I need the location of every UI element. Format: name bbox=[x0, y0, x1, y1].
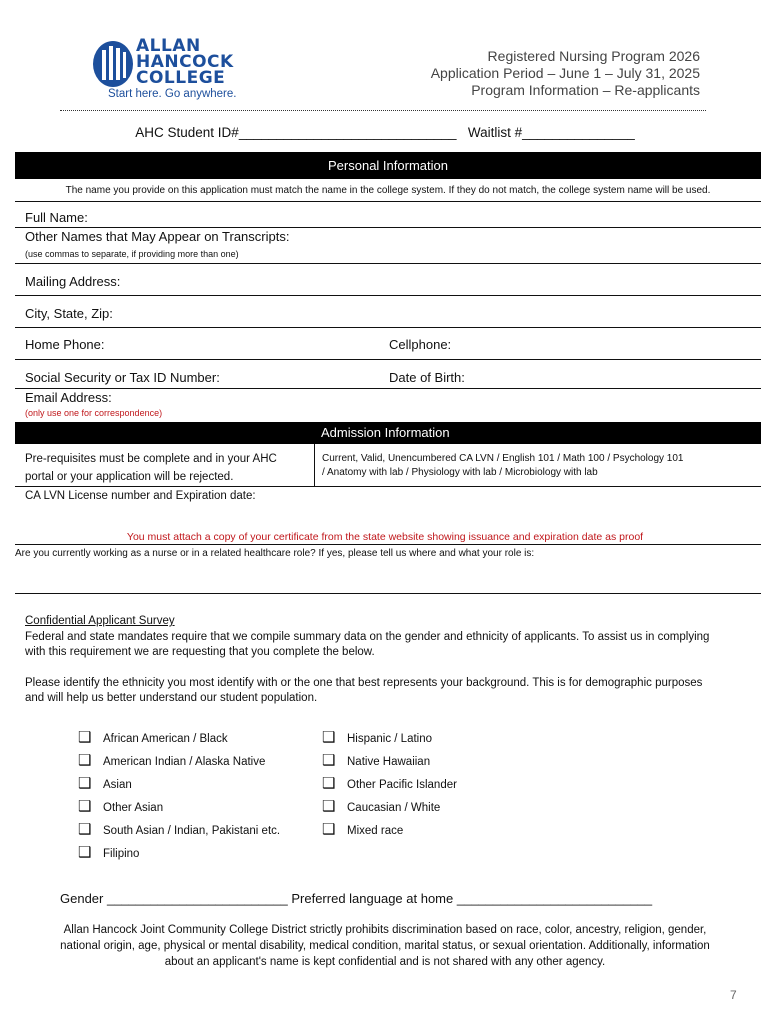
course-list bbox=[322, 452, 684, 480]
header-line-3: Program Information – Re-applicants bbox=[471, 82, 700, 98]
ethnicity-option[interactable]: ❑ Other Asian bbox=[78, 798, 164, 815]
city-state-zip-label: City, State, Zip: bbox=[25, 306, 113, 321]
email-hint: (only use one for correspondence) bbox=[25, 408, 163, 418]
survey-p1-line-2: with this requirement we are requesting that you complete the below. bbox=[25, 646, 375, 658]
student-id-field[interactable]: AHC Student ID#_____________________________ bbox=[135, 125, 457, 140]
ethnicity-option[interactable]: ❑ Asian bbox=[78, 775, 132, 792]
college-logo bbox=[92, 38, 252, 100]
prereq-line-1: Pre-requisites must be complete and in your AHC bbox=[25, 453, 277, 465]
survey-p2-line-2: and will help us better understand our student population. bbox=[25, 692, 318, 704]
checkbox-icon[interactable]: ❑ bbox=[78, 798, 92, 815]
gender-language-line bbox=[60, 891, 652, 906]
full-name-label: Full Name: bbox=[25, 210, 88, 225]
email-label: Email Address: bbox=[25, 390, 112, 405]
divider bbox=[15, 201, 761, 202]
mailing-address-label: Mailing Address: bbox=[25, 274, 121, 289]
divider bbox=[15, 486, 761, 487]
survey-title: Confidential Applicant Survey bbox=[25, 615, 175, 627]
ethnicity-option[interactable]: ❑ Hispanic / Latino bbox=[322, 729, 433, 746]
logo-line-2: HANCOCK bbox=[136, 52, 234, 72]
checkbox-icon[interactable]: ❑ bbox=[78, 729, 92, 746]
divider bbox=[15, 227, 761, 228]
header-line-1: Registered Nursing Program 2026 bbox=[487, 48, 700, 64]
id-line bbox=[0, 125, 770, 140]
footer-line-3: about an applicant's name is kept confidential and is not shared with any other agency. bbox=[164, 956, 606, 968]
divider bbox=[15, 359, 761, 360]
admission-info-header bbox=[15, 422, 761, 444]
dob-label: Date of Birth: bbox=[389, 370, 465, 385]
footer-line-1: Allan Hancock Joint Community College District strictly prohibits discrimination based on race, color, ancestry, religion, gender, bbox=[63, 924, 707, 936]
checkbox-icon[interactable]: ❑ bbox=[78, 752, 92, 769]
ethnicity-option[interactable]: ❑ Mixed race bbox=[322, 821, 404, 838]
ethnicity-option[interactable]: ❑ Native Hawaiian bbox=[322, 752, 431, 769]
survey-paragraph-2 bbox=[25, 676, 702, 706]
header-divider bbox=[60, 110, 706, 111]
cellphone-label: Cellphone: bbox=[389, 337, 452, 352]
lvn-license-label: CA LVN License number and Expiration date: bbox=[25, 490, 256, 502]
other-names-hint: (use commas to separate, if providing more than one) bbox=[25, 249, 239, 259]
vertical-divider bbox=[314, 444, 315, 486]
prereq-line-2: portal or your application will be rejected. bbox=[25, 471, 234, 483]
divider bbox=[15, 295, 761, 296]
logo-tagline: Start here. Go anywhere. bbox=[108, 88, 237, 100]
nondiscrimination-statement bbox=[0, 922, 770, 970]
name-match-note: The name you provide on this application must match the name in the college system. If they do not match, the college system name will be used. bbox=[65, 185, 711, 196]
survey-p2-line-1: Please identify the ethnicity you most identify with or the one that best represents your background. This is for demographic purposes bbox=[25, 677, 703, 689]
checkbox-icon[interactable]: ❑ bbox=[78, 821, 92, 838]
survey-paragraph-1 bbox=[25, 630, 709, 660]
ethnicity-option[interactable]: ❑ Filipino bbox=[78, 844, 140, 861]
course-line-1: Current, Valid, Unencumbered CA LVN / English 101 / Math 100 / Psychology 101 bbox=[322, 453, 684, 464]
checkbox-icon[interactable]: ❑ bbox=[78, 775, 92, 792]
logo-line-3: COLLEGE bbox=[136, 68, 226, 88]
header-line-2: Application Period – June 1 – July 31, 2025 bbox=[430, 65, 700, 81]
program-header bbox=[431, 48, 700, 99]
attach-certificate-note: You must attach a copy of your certificate from the state website showing issuance and expiration date as proof bbox=[126, 531, 644, 543]
page-number: 7 bbox=[730, 988, 737, 1002]
checkbox-icon[interactable]: ❑ bbox=[322, 798, 336, 815]
course-line-2: / Anatomy with lab / Physiology with lab / Microbiology with lab bbox=[322, 467, 598, 478]
admission-title: Admission Information bbox=[321, 425, 450, 440]
other-names-label: Other Names that May Appear on Transcripts: bbox=[25, 229, 290, 244]
divider bbox=[15, 593, 761, 594]
logo-line-1: ALLAN bbox=[136, 36, 201, 56]
divider bbox=[15, 263, 761, 264]
checkbox-icon[interactable]: ❑ bbox=[322, 821, 336, 838]
ethnicity-option[interactable]: ❑ American Indian / Alaska Native bbox=[78, 752, 266, 769]
checkbox-icon[interactable]: ❑ bbox=[322, 775, 336, 792]
language-field[interactable]: Preferred language at home ___________________________ bbox=[291, 891, 653, 906]
tower-logo-icon bbox=[92, 40, 134, 88]
divider bbox=[15, 544, 761, 545]
footer-line-2: national origin, age, physical or mental disability, medical condition, marital status, or sexual orientation. Additionally, information bbox=[60, 940, 710, 952]
checkbox-icon[interactable]: ❑ bbox=[322, 729, 336, 746]
survey-p1-line-1: Federal and state mandates require that we compile summary data on the gender and ethnicity of applicants. To assist us in complying bbox=[25, 631, 710, 643]
waitlist-field[interactable]: Waitlist #_______________ bbox=[467, 125, 635, 140]
prereq-note bbox=[25, 450, 277, 486]
checkbox-icon[interactable]: ❑ bbox=[78, 844, 92, 861]
working-question: Are you currently working as a nurse or in a related healthcare role? If yes, please tell us where and what your role is: bbox=[15, 548, 535, 559]
divider bbox=[15, 327, 761, 328]
ethnicity-option[interactable]: ❑ South Asian / Indian, Pakistani etc. bbox=[78, 821, 281, 838]
divider bbox=[15, 388, 761, 389]
ethnicity-option[interactable]: ❑ African American / Black bbox=[78, 729, 228, 746]
home-phone-label: Home Phone: bbox=[25, 337, 105, 352]
gender-field[interactable]: Gender _________________________ bbox=[60, 891, 288, 906]
personal-info-header: Personal Information bbox=[15, 152, 761, 179]
ssn-label: Social Security or Tax ID Number: bbox=[25, 370, 220, 385]
ethnicity-option[interactable]: ❑ Caucasian / White bbox=[322, 798, 441, 815]
ethnicity-option[interactable]: ❑ Other Pacific Islander bbox=[322, 775, 457, 792]
checkbox-icon[interactable]: ❑ bbox=[322, 752, 336, 769]
